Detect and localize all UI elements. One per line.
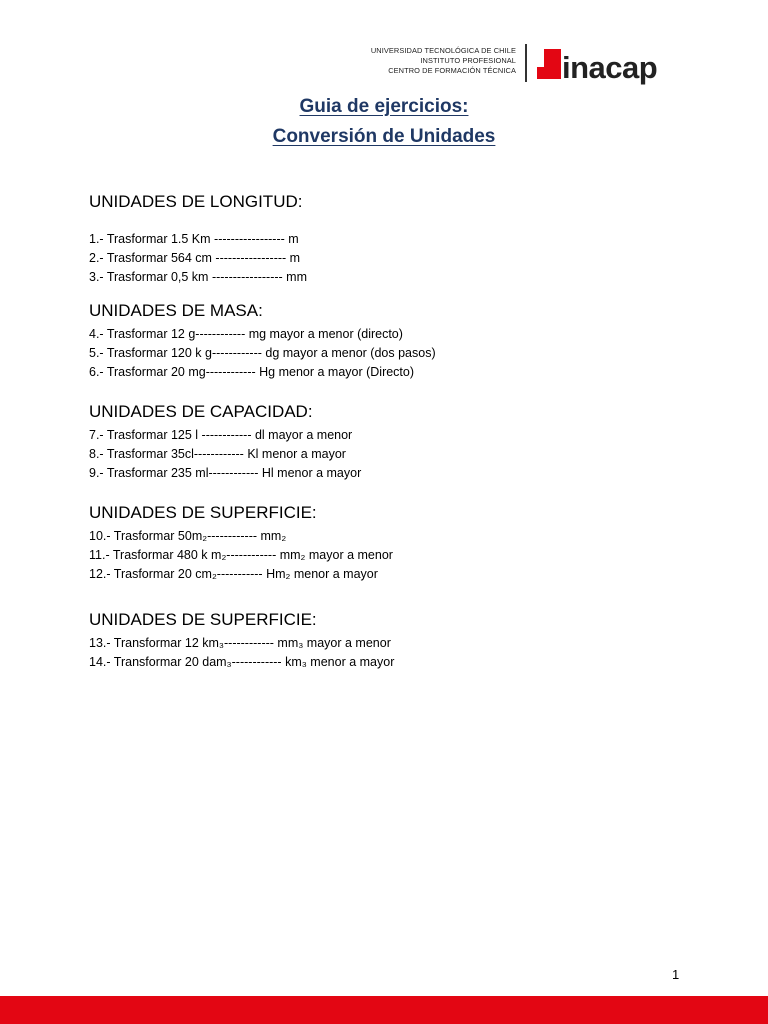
exercise-item: 3.- Trasformar 0,5 km ----------------- mm <box>89 270 308 284</box>
exercise-item: 11.- Trasformar 480 k m₂------------ mm₂ mayor a menor <box>89 548 393 562</box>
section-heading: UNIDADES DE SUPERFICIE: <box>89 503 317 522</box>
logo-notch <box>537 49 544 67</box>
exercise-item: 1.- Trasformar 1.5 Km ----------------- m <box>89 232 299 246</box>
exercise-item: 14.- Transformar 20 dam₃------------ km₃ menor a mayor <box>89 655 395 669</box>
institution-line-institute: INSTITUTO PROFESIONAL <box>420 56 516 65</box>
page-number: 1 <box>672 967 680 982</box>
footer-red-bar <box>0 996 768 1024</box>
section-capacidad <box>89 400 689 483</box>
exercise-item: 8.- Trasformar 35cl------------ Kl menor a mayor <box>89 447 346 461</box>
section-heading: UNIDADES DE MASA: <box>89 301 263 320</box>
exercise-item: 6.- Trasformar 20 mg------------ Hg menor a mayor (Directo) <box>89 365 415 379</box>
exercise-item: 5.- Trasformar 120 k g------------ dg mayor a menor (dos pasos) <box>89 346 436 360</box>
section-superficie-volumen <box>89 608 689 672</box>
institution-line-cft: CENTRO DE FORMACIÓN TÉCNICA <box>388 66 516 75</box>
section-masa <box>89 299 689 382</box>
logo-divider <box>525 44 527 82</box>
institution-line-university: UNIVERSIDAD TECNOLÓGICA DE CHILE <box>370 46 516 55</box>
exercise-item: 4.- Trasformar 12 g------------ mg mayor a menor (directo) <box>89 327 403 341</box>
exercise-item: 12.- Trasformar 20 cm₂----------- Hm₂ menor a mayor <box>89 567 378 581</box>
exercise-item: 9.- Trasformar 235 ml------------ Hl menor a mayor <box>89 466 362 480</box>
document-title <box>0 92 768 152</box>
exercise-item: 2.- Trasformar 564 cm ----------------- m <box>89 251 301 265</box>
exercise-content <box>89 190 689 672</box>
section-heading: UNIDADES DE CAPACIDAD: <box>89 402 313 421</box>
header-logo-block <box>360 44 680 88</box>
exercise-item: 7.- Trasformar 125 l ------------ dl mayor a menor <box>89 428 353 442</box>
section-longitud <box>89 190 689 287</box>
section-heading: UNIDADES DE SUPERFICIE: <box>89 610 317 629</box>
exercise-item: 13.- Transformar 12 km₃------------ mm₃ mayor a menor <box>89 636 391 650</box>
inacap-logo <box>537 45 677 87</box>
logo-wordmark: inacap <box>562 50 658 85</box>
section-superficie <box>89 501 689 584</box>
exercise-item: 10.- Trasformar 50m₂------------ mm₂ <box>89 529 287 543</box>
title-line-2: Conversión de Unidades <box>272 126 496 147</box>
title-line-1: Guia de ejercicios: <box>299 96 469 117</box>
section-heading: UNIDADES DE LONGITUD: <box>89 192 303 211</box>
institution-lines <box>371 46 516 76</box>
